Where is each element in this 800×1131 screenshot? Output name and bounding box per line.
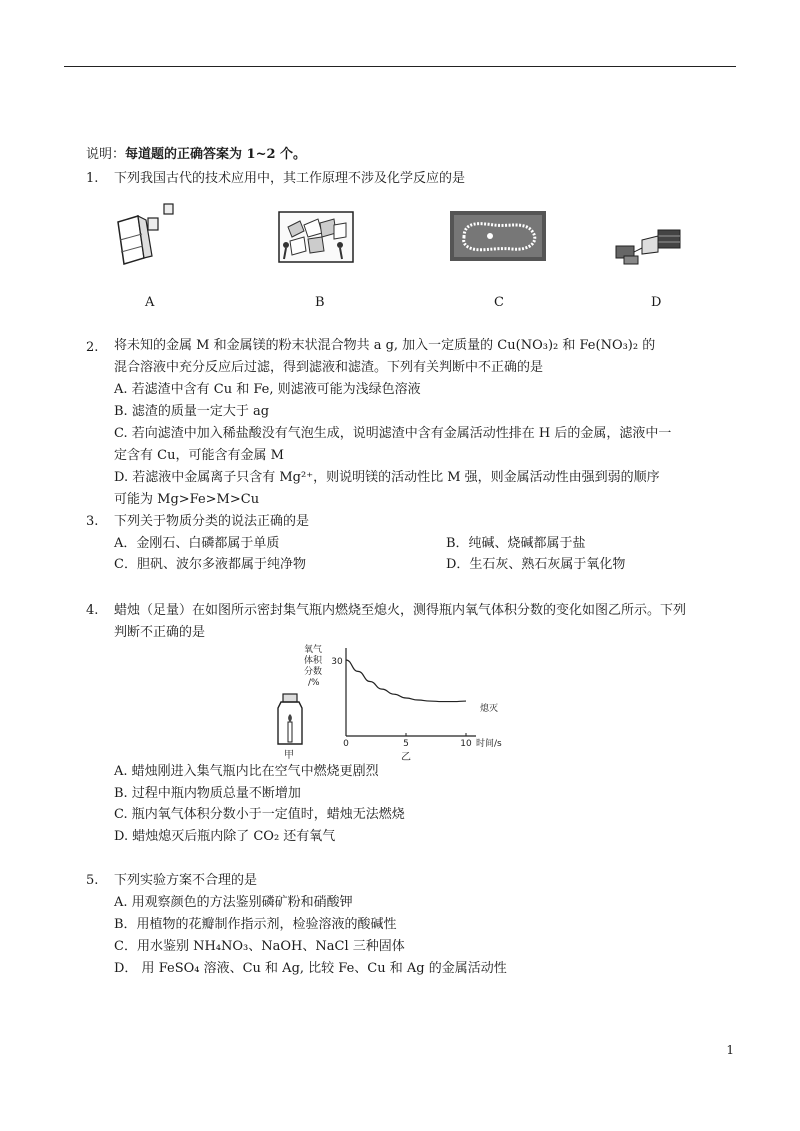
q5-number: 5. — [86, 873, 99, 888]
instruction-prefix: 说明： — [86, 147, 126, 162]
chart-annotation: 熄灭 — [480, 704, 499, 714]
q1-stem: 下列我国古代的技术应用中，其工作原理不涉及化学反应的是 — [114, 171, 466, 186]
q4-number: 4. — [86, 603, 99, 618]
chart-series-oxygen-line — [346, 660, 466, 702]
chart-ylabel-1: 氧气 — [304, 645, 323, 655]
q3-option-d: D．生石灰、熟石灰属于氧化物 — [446, 557, 626, 572]
q2-stem-line1: 将未知的金属 M 和金属镁的粉末状混合物共 a g, 加入一定质量的 Cu(NO₃)₂ 和 Fe(NO₃)₂ 的 — [114, 338, 656, 353]
q1-label-b: B — [315, 295, 325, 310]
q3-stem: 下列关于物质分类的说法正确的是 — [114, 514, 310, 529]
q3-option-c: C．胆矾、波尔多液都属于纯净物 — [114, 557, 306, 572]
instruction-bold: 每道题的正确答案为 1~2 个。 — [125, 147, 307, 162]
q2-option-b: B. 滤渣的质量一定大于 ag — [114, 404, 270, 419]
q2-option-d-line2: 可能为 Mg>Fe>M>Cu — [114, 492, 260, 507]
q4-option-b: B. 过程中瓶内物质总量不断增加 — [114, 786, 301, 801]
q3-number: 3. — [86, 514, 99, 529]
q3-option-b: B．纯碱、烧碱都属于盐 — [446, 536, 586, 551]
q2-option-c-line1: C. 若向滤渣中加入稀盐酸没有气泡生成，说明滤渣中含有金属活动性排在 H 后的金属，滤液中一 — [114, 426, 672, 441]
q2-option-d-line1: D. 若滤液中金属离子只含有 Mg²⁺，则说明镁的活动性比 M 强，则金属活动性由强到弱的顺序 — [114, 470, 660, 485]
q1-label-a: A — [145, 295, 155, 310]
chart-x-tick-0: 0 — [343, 739, 349, 749]
q4-option-a: A. 蜡烛刚进入集气瓶内比在空气中燃烧更剧烈 — [114, 764, 379, 779]
q5-option-b: B．用植物的花瓣制作指示剂，检验溶液的酸碱性 — [114, 917, 397, 932]
chart-y-tick-30: 30 — [331, 657, 343, 667]
q5-option-c: C．用水鉴别 NH₄NO₃、NaOH、NaCl 三种固体 — [114, 939, 405, 954]
q5-option-a: A. 用观察颜色的方法鉴别磷矿粉和硝酸钾 — [114, 895, 353, 910]
q2-stem-line2: 混合溶液中充分反应后过滤，得到滤液和滤渣。下列有关判断中不正确的是 — [114, 360, 544, 375]
chart-x-tick-5: 5 — [403, 739, 409, 749]
q5-stem: 下列实验方案不合理的是 — [114, 873, 258, 888]
page-number: 1 — [726, 1043, 734, 1057]
q4-option-d: D. 蜡烛熄灭后瓶内除了 CO₂ 还有氧气 — [114, 829, 336, 844]
q1-label-c: C — [494, 295, 504, 310]
q1-number: 1. — [86, 171, 99, 186]
q1-label-d: D — [651, 295, 662, 310]
q4-stem-line1: 蜡烛（足量）在如图所示密封集气瓶内燃烧至熄火，测得瓶内氧气体积分数的变化如图乙所示。下列 — [114, 603, 687, 618]
q4-chart-label: 乙 — [401, 752, 411, 763]
q2-option-a: A. 若滤渣中含有 Cu 和 Fe, 则滤液可能为浅绿色溶液 — [114, 382, 421, 397]
q1-image-c — [450, 211, 546, 261]
q5-option-d: D． 用 FeSO₄ 溶液、Cu 和 Ag, 比较 Fe、Cu 和 Ag 的金属活动性 — [114, 961, 507, 976]
q1-image-d — [612, 226, 684, 268]
q4-jar-label: 甲 — [284, 750, 294, 760]
chart-ylabel-2: 体积 — [304, 656, 323, 666]
q2-number: 2. — [86, 340, 99, 355]
q3-option-a: A．金刚石、白磷都属于单质 — [114, 536, 280, 551]
q1-image-a — [112, 200, 184, 266]
q4-option-c: C. 瓶内氧气体积分数小于一定值时，蜡烛无法燃烧 — [114, 807, 405, 822]
q4-oxygen-chart — [300, 640, 530, 768]
q2-option-c-line2: 定含有 Cu，可能含有金属 M — [114, 448, 284, 463]
chart-xlabel: 时间/s — [476, 739, 502, 749]
header-rule — [64, 66, 736, 67]
chart-ylabel-3: 分数 — [304, 667, 323, 677]
chart-x-tick-10: 10 — [460, 739, 472, 749]
q1-image-b — [278, 211, 354, 263]
instruction — [86, 146, 306, 164]
q4-stem-line2: 判断不正确的是 — [114, 625, 206, 640]
chart-ylabel-4: /% — [308, 678, 320, 688]
